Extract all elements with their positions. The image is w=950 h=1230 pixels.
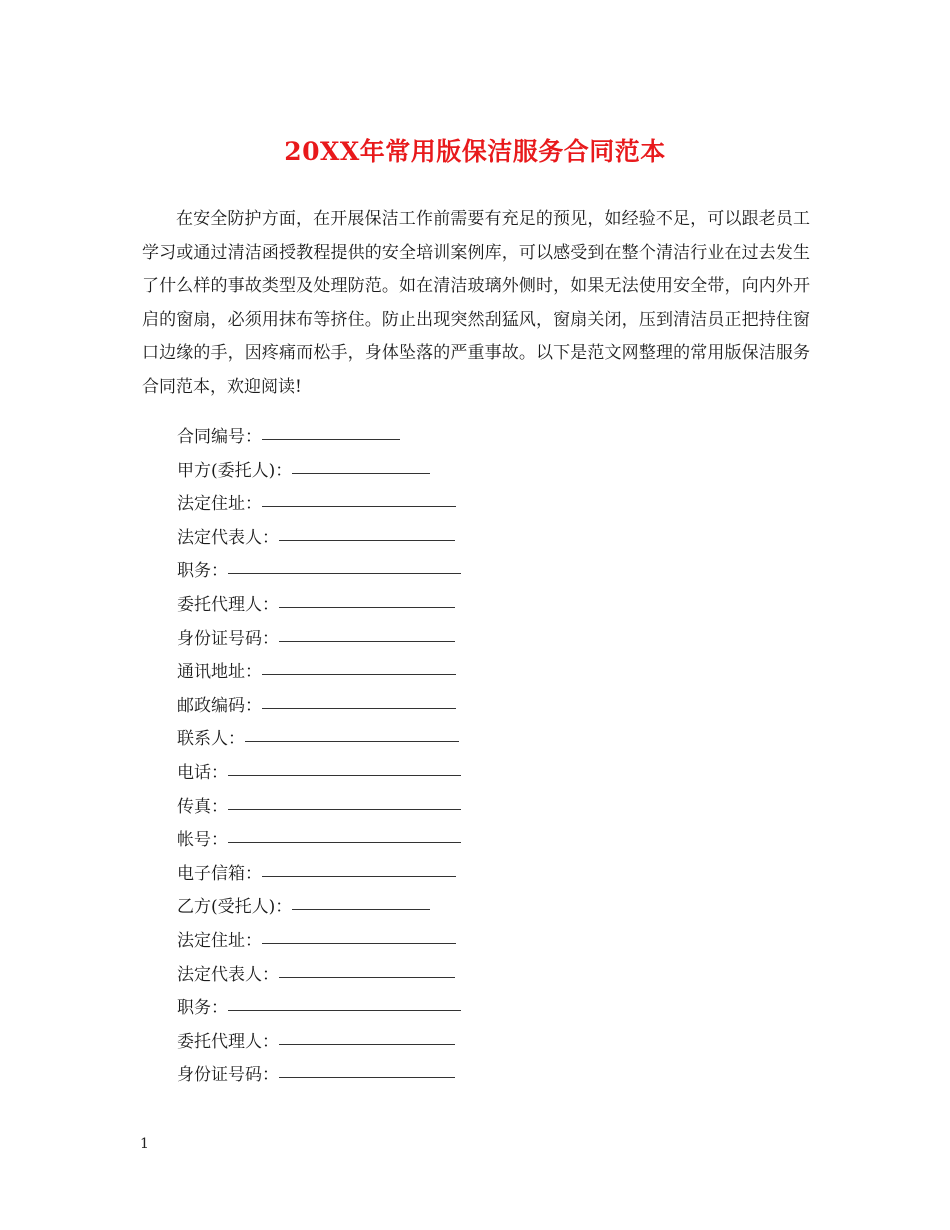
blank-line <box>262 708 456 709</box>
field-label: 通讯地址： <box>177 662 262 683</box>
blank-line <box>262 674 456 675</box>
field-label: 联系人： <box>177 729 245 750</box>
blank-line <box>228 1010 461 1011</box>
form-field <box>177 455 461 489</box>
form-field <box>177 421 461 455</box>
form-field <box>177 1059 461 1093</box>
blank-line <box>262 876 456 877</box>
contract-fields <box>177 421 461 1093</box>
field-label: 法定住址： <box>177 494 262 515</box>
field-label: 邮政编码： <box>177 695 262 716</box>
blank-line <box>228 809 461 810</box>
field-label: 电子信箱： <box>177 863 262 884</box>
form-field <box>177 723 461 757</box>
page-number: 1 <box>140 1136 149 1152</box>
field-label: 甲方(委托人)： <box>177 460 293 481</box>
blank-line <box>228 842 461 843</box>
field-label: 合同编号： <box>177 427 262 447</box>
field-label: 职务： <box>177 998 228 1019</box>
form-field <box>177 1026 461 1060</box>
field-label: 身份证号码： <box>177 628 279 649</box>
form-field <box>177 656 461 690</box>
form-field <box>177 488 461 522</box>
blank-line <box>279 607 455 608</box>
field-label: 委托代理人： <box>177 594 279 615</box>
form-field <box>177 925 461 959</box>
blank-line <box>279 1044 455 1045</box>
field-label: 法定代表人： <box>177 527 279 548</box>
form-field <box>177 959 461 993</box>
form-field <box>177 824 461 858</box>
field-label: 法定代表人： <box>177 964 279 985</box>
blank-line <box>279 641 455 642</box>
form-field <box>177 690 461 724</box>
blank-line <box>279 1077 455 1078</box>
field-label: 职务： <box>177 561 228 582</box>
blank-line <box>262 506 456 507</box>
field-label: 电话： <box>177 762 228 783</box>
blank-line <box>262 943 456 944</box>
form-field <box>177 623 461 657</box>
blank-line <box>279 977 455 978</box>
form-field <box>177 522 461 556</box>
form-field <box>177 791 461 825</box>
blank-line <box>279 540 455 541</box>
form-field <box>177 555 461 589</box>
form-field <box>177 858 461 892</box>
blank-line <box>245 741 459 742</box>
form-field <box>177 992 461 1026</box>
field-label: 委托代理人： <box>177 1031 279 1052</box>
blank-line <box>292 473 430 474</box>
document-title: 20XX年常用版保洁服务合同范本 <box>284 137 666 166</box>
field-label: 法定住址： <box>177 930 262 951</box>
blank-line <box>292 909 430 910</box>
form-field <box>177 589 461 623</box>
intro-paragraph: 在安全防护方面，在开展保洁工作前需要有充足的预见，如经验不足，可以跟老员工学习或通过清洁函授教程提供的安全培训案例库，可以感受到在整个清洁行业在过去发生了什么样的事故类型及处理防范。如在清洁玻璃外侧时，如果无法使用安全带，向内外开启的窗扇，必须用抹布等挤住。防止出现突然刮猛风，窗扇关闭，压到清洁员正把持住窗口边缘的手，因疼痛而松手，身体坠落的严重事故。以下是范文网整理的常用版保洁服务合同范本，欢迎阅读! <box>142 209 810 397</box>
field-label: 身份证号码： <box>177 1065 279 1086</box>
blank-line <box>228 573 461 574</box>
blank-line <box>228 775 461 776</box>
form-field <box>177 757 461 791</box>
blank-line <box>262 439 400 440</box>
field-label: 传真： <box>177 796 228 817</box>
field-label: 帐号： <box>177 830 228 851</box>
field-label: 乙方(受托人)： <box>177 897 293 918</box>
form-field <box>177 891 461 925</box>
